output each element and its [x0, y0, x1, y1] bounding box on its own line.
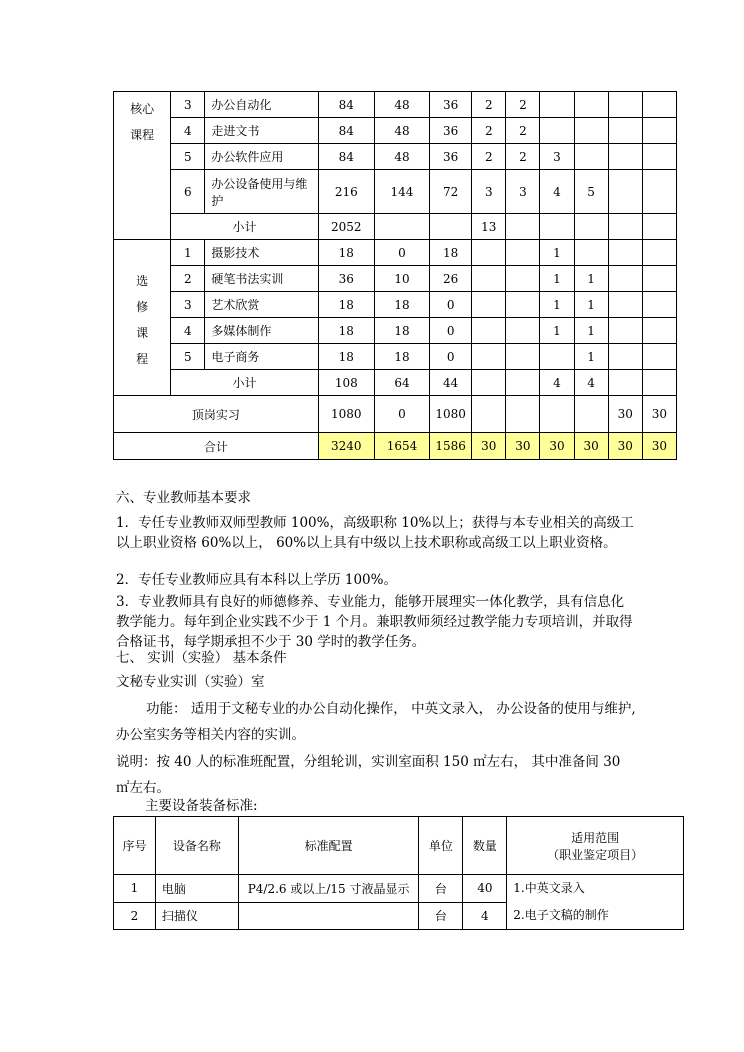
course-value-c2: 18: [374, 344, 429, 370]
course-value-s1: [472, 292, 506, 318]
course-value-s2: [506, 266, 540, 292]
course-value-c3: 0: [430, 318, 472, 344]
course-no: 5: [171, 344, 205, 370]
course-value-s4: [574, 240, 608, 266]
course-value-c3: 36: [430, 144, 472, 170]
course-value-s5: [608, 118, 642, 144]
course-value-s4: 1: [574, 266, 608, 292]
equip-scope-item: 2.电子文稿的制作: [513, 908, 609, 922]
total-c2: 1654: [374, 433, 429, 460]
internship-s5: 30: [608, 396, 642, 433]
core-subtotal-s6: [642, 214, 676, 240]
course-value-c3: 26: [430, 266, 472, 292]
total-s1: 30: [472, 433, 506, 460]
course-value-s5: [608, 170, 642, 214]
equipment-table: [113, 816, 684, 930]
course-name: 走进文书: [205, 118, 318, 144]
elective-subtotal-s2: [506, 370, 540, 396]
core-subtotal-s2: [506, 214, 540, 240]
elective-subtotal-c1: 108: [318, 370, 374, 396]
course-value-c2: 48: [374, 118, 429, 144]
course-value-s5: [608, 344, 642, 370]
course-name: 摄影技术: [205, 240, 318, 266]
course-value-s2: 2: [506, 92, 540, 118]
course-value-c1: 84: [318, 118, 374, 144]
total-s2: 30: [506, 433, 540, 460]
course-value-s4: 1: [574, 318, 608, 344]
course-value-s1: 2: [472, 92, 506, 118]
elective-subtotal-s1: [472, 370, 506, 396]
equip-header-scope: [507, 817, 684, 875]
course-value-c1: 18: [318, 292, 374, 318]
equip-header-unit: 单位: [419, 817, 463, 875]
course-value-s3: 4: [540, 170, 574, 214]
equip-header-scope-line2: （职业鉴定项目）: [547, 847, 644, 862]
course-value-s4: 1: [574, 344, 608, 370]
course-value-s6: [642, 318, 676, 344]
equip-row-no: 1: [114, 875, 156, 903]
equip-row-unit: 台: [419, 875, 463, 903]
course-value-s4: [574, 92, 608, 118]
equip-row-name: 扫描仪: [155, 902, 238, 930]
core-subtotal-c2: [374, 214, 429, 240]
course-value-c2: 18: [374, 318, 429, 344]
course-value-s2: 3: [506, 170, 540, 214]
equip-row-config: [238, 902, 419, 930]
course-value-s5: [608, 292, 642, 318]
total-c3: 1586: [430, 433, 472, 460]
equip-scope-item: 1.中英文录入: [513, 881, 585, 895]
total-s3: 30: [540, 433, 574, 460]
equipment-standard-title: 主要设备装备标准:: [145, 798, 258, 814]
equip-row-no: 2: [114, 902, 156, 930]
course-value-c3: 18: [430, 240, 472, 266]
course-value-c2: 48: [374, 144, 429, 170]
course-value-c3: 0: [430, 344, 472, 370]
course-value-s1: [472, 266, 506, 292]
course-value-s5: [608, 266, 642, 292]
course-value-s6: [642, 344, 676, 370]
internship-c1: 1080: [318, 396, 374, 433]
course-value-s6: [642, 144, 676, 170]
course-no: 4: [171, 318, 205, 344]
section6-item2: 2．专任专业教师应具有本科以上学历 100%。: [116, 572, 397, 588]
internship-s1: [472, 396, 506, 433]
core-group-label-text: 核心课程: [130, 102, 155, 142]
elective-subtotal-c3: 44: [430, 370, 472, 396]
course-value-s3: 1: [540, 292, 574, 318]
total-s6: 30: [642, 433, 676, 460]
course-value-c1: 84: [318, 92, 374, 118]
equip-header-qty: 数量: [463, 817, 507, 875]
core-subtotal-s4: [574, 214, 608, 240]
course-value-s6: [642, 92, 676, 118]
section7-heading: 七、 实训（实验） 基本条件: [116, 650, 287, 666]
lab-title: 文秘专业实训（实验）室: [116, 674, 265, 690]
lab-note: 说明：按 40 人的标准班配置，分组轮训，实训室面积 150 ㎡左右， 其中准备间 30 ㎡左右。: [116, 754, 621, 796]
course-name: 电子商务: [205, 344, 318, 370]
course-value-s6: [642, 170, 676, 214]
course-no: 5: [171, 144, 205, 170]
course-value-c1: 36: [318, 266, 374, 292]
elective-subtotal-s4: 4: [574, 370, 608, 396]
course-value-c3: 0: [430, 292, 472, 318]
course-value-s2: [506, 292, 540, 318]
internship-s3: [540, 396, 574, 433]
elective-subtotal-s6: [642, 370, 676, 396]
course-value-c1: 84: [318, 144, 374, 170]
equip-header-config: 标准配置: [238, 817, 419, 875]
course-value-s6: [642, 240, 676, 266]
section6-item1: 1．专任专业教师双师型教师 100%，高级职称 10%以上；获得与本专业相关的高级工以上职业资格 60%以上， 60%以上具有中级以上技术职称或高级工以上职业资格。: [116, 515, 634, 551]
equip-row-name: 电脑: [155, 875, 238, 903]
course-value-s3: [540, 92, 574, 118]
course-value-s3: [540, 344, 574, 370]
core-subtotal-s3: [540, 214, 574, 240]
course-value-s6: [642, 118, 676, 144]
course-value-c2: 48: [374, 92, 429, 118]
internship-c3: 1080: [430, 396, 472, 433]
elective-subtotal-s5: [608, 370, 642, 396]
course-value-s6: [642, 266, 676, 292]
equip-header-name: 设备名称: [155, 817, 238, 875]
course-value-s3: 1: [540, 240, 574, 266]
elective-group-label-text: 选修课程: [136, 274, 149, 366]
course-no: 3: [171, 92, 205, 118]
course-name: 艺术欣赏: [205, 292, 318, 318]
total-s4: 30: [574, 433, 608, 460]
internship-s4: [574, 396, 608, 433]
course-value-s2: 2: [506, 144, 540, 170]
equip-row-config: P4/2.6 或以上/15 寸液晶显示: [238, 875, 419, 903]
course-name: 硬笔书法实训: [205, 266, 318, 292]
course-value-s2: [506, 240, 540, 266]
course-value-c1: 18: [318, 240, 374, 266]
course-value-s4: [574, 144, 608, 170]
course-value-s5: [608, 318, 642, 344]
course-no: 1: [171, 240, 205, 266]
course-value-s3: 1: [540, 266, 574, 292]
course-value-s4: 1: [574, 292, 608, 318]
elective-subtotal-c2: 64: [374, 370, 429, 396]
course-value-s3: 1: [540, 318, 574, 344]
core-subtotal-label: 小计: [171, 214, 319, 240]
core-subtotal-s1: 13: [472, 214, 506, 240]
total-label: 合计: [114, 433, 319, 460]
course-value-c2: 144: [374, 170, 429, 214]
course-value-c3: 72: [430, 170, 472, 214]
elective-subtotal-s3: 4: [540, 370, 574, 396]
internship-label: 顶岗实习: [114, 396, 319, 433]
course-value-s4: [574, 118, 608, 144]
course-name: 办公设备使用与维护: [205, 170, 318, 214]
core-group-label: [114, 92, 171, 240]
course-value-s1: [472, 240, 506, 266]
course-value-s1: 3: [472, 170, 506, 214]
equip-row-qty: 40: [463, 875, 507, 903]
course-value-s2: [506, 344, 540, 370]
course-value-s1: [472, 344, 506, 370]
course-value-c2: 10: [374, 266, 429, 292]
core-subtotal-c3: [430, 214, 472, 240]
course-value-s3: [540, 118, 574, 144]
course-value-s4: 5: [574, 170, 608, 214]
course-value-c2: 0: [374, 240, 429, 266]
internship-s2: [506, 396, 540, 433]
course-value-c3: 36: [430, 92, 472, 118]
course-name: 办公软件应用: [205, 144, 318, 170]
course-value-c3: 36: [430, 118, 472, 144]
course-plan-table: [113, 91, 677, 460]
elective-group-label: [114, 240, 171, 396]
course-value-c2: 18: [374, 292, 429, 318]
course-value-s1: 2: [472, 144, 506, 170]
course-value-c1: 216: [318, 170, 374, 214]
course-value-s5: [608, 144, 642, 170]
internship-s6: 30: [642, 396, 676, 433]
course-name: 多媒体制作: [205, 318, 318, 344]
course-no: 6: [171, 170, 205, 214]
course-value-s3: 3: [540, 144, 574, 170]
course-name: 办公自动化: [205, 92, 318, 118]
lab-function: 功能： 适用于文秘专业的办公自动化操作， 中英文录入， 办公设备的使用与维护,办公室实务等相关内容的实训。: [116, 701, 636, 743]
course-value-s5: [608, 92, 642, 118]
course-no: 4: [171, 118, 205, 144]
elective-subtotal-label: 小计: [171, 370, 319, 396]
core-subtotal-s5: [608, 214, 642, 240]
course-value-s2: 2: [506, 118, 540, 144]
core-subtotal-c1: 2052: [318, 214, 374, 240]
internship-c2: 0: [374, 396, 429, 433]
course-value-s2: [506, 318, 540, 344]
total-s5: 30: [608, 433, 642, 460]
course-value-s6: [642, 292, 676, 318]
equip-row-qty: 4: [463, 902, 507, 930]
course-value-c1: 18: [318, 318, 374, 344]
course-value-s1: [472, 318, 506, 344]
section6-heading: 六、专业教师基本要求: [116, 490, 251, 506]
course-value-s1: 2: [472, 118, 506, 144]
course-value-c1: 18: [318, 344, 374, 370]
course-no: 2: [171, 266, 205, 292]
equip-header-no: 序号: [114, 817, 156, 875]
equip-row-unit: 台: [419, 902, 463, 930]
section6-item3: 3．专业教师具有良好的师德修养、专业能力，能够开展理实一体化教学，具有信息化教学能力。每年到企业实践不少于 1 个月。兼职教师须经过教学能力专项培训，并取得合格证书，每学期承担不少于 30 学时的教学任务。: [116, 594, 633, 650]
course-value-s5: [608, 240, 642, 266]
equip-scope-cell: [507, 875, 684, 930]
total-c1: 3240: [318, 433, 374, 460]
course-no: 3: [171, 292, 205, 318]
equip-header-scope-line1: 适用范围: [571, 830, 620, 845]
